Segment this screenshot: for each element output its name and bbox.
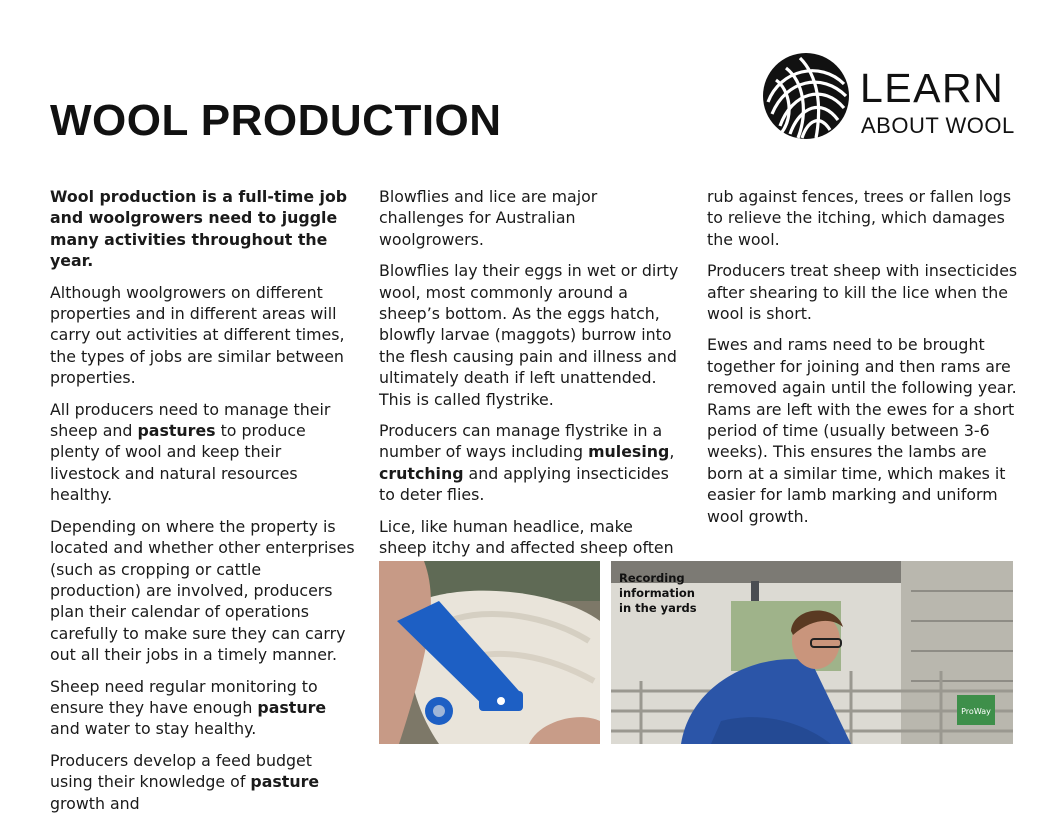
paragraph: Producers can manage flystrike in a number of ways including mulesing, crutching and applying insecticides to deter flies. <box>379 421 675 505</box>
text-column-3 <box>707 186 1022 537</box>
paragraph: Depending on where the property is located and whether other enterprises (such as cropping or cattle production) are involved, producers plan their calendar of operations carefully to make sure they can carry out all their jobs in a timely manner. <box>50 516 355 665</box>
paragraph: All producers need to manage their sheep and pastures to produce plenty of wool and keep their livestock and natural resources healthy. <box>50 399 331 505</box>
paragraph: Producers treat sheep with insecticides after shearing to kill the lice when the wool is short. <box>707 261 1018 324</box>
page-title: WOOL PRODUCTION <box>50 96 502 145</box>
photo-caption: Recording information in the yards <box>619 571 697 615</box>
paragraph: Lice, like human headlice, make sheep itchy and affected sheep often <box>379 516 674 558</box>
paragraph: Producers develop a feed budget using their knowledge of pasture growth and <box>50 750 320 813</box>
logo-text-learn: LEARN <box>860 65 1005 111</box>
ear-tagging-illustration <box>379 561 600 744</box>
paragraph: rub against fences, trees or fallen logs to relieve the itching, which damages the wool. <box>707 187 1012 249</box>
learn-about-wool-logo <box>760 50 1020 142</box>
photo-recording-yards <box>611 561 1013 744</box>
keyword-pastures: pastures <box>137 421 216 441</box>
intro-paragraph: Wool production is a full-time job and woolgrowers need to juggle many activities throughout the year. <box>50 187 348 271</box>
paragraph: Blowflies lay their eggs in wet or dirty wool, most commonly around a sheep’s bottom. As the eggs hatch, blowfly larvae (maggots) burrow into the flesh causing pain and illness and ultimately death if left unattended. This is called flystrike. <box>379 261 679 409</box>
logo-text-about-wool: ABOUT WOOL <box>861 113 1015 138</box>
text-column-2 <box>379 186 684 569</box>
paragraph: Ewes and rams need to be brought together for joining and then rams are removed again until the following year. Rams are left with the ewes for a short period of time (usually between 3-6 weeks). This ensures the lambs are born at a similar time, which makes it easier for lamb marking and uniform wool growth. <box>707 335 1017 526</box>
text-column-1 <box>50 186 355 824</box>
photo-ear-tagging <box>379 561 600 744</box>
paragraph: Blowflies and lice are major challenges for Australian woolgrowers. <box>379 187 598 249</box>
keyword-mulesing: mulesing <box>588 442 670 462</box>
keyword-pasture: pasture <box>250 772 320 792</box>
paragraph: Sheep need regular monitoring to ensure they have enough pasture and water to stay healthy. <box>50 676 327 739</box>
paragraph: Although woolgrowers on different properties and in different areas will carry out activities at different times, the types of jobs are similar between properties. <box>50 282 345 388</box>
keyword-pasture: pasture <box>257 697 327 717</box>
wool-ball-icon <box>760 50 852 142</box>
keyword-crutching: crutching <box>379 463 464 483</box>
yard-sign-text: ProWay <box>961 707 991 716</box>
